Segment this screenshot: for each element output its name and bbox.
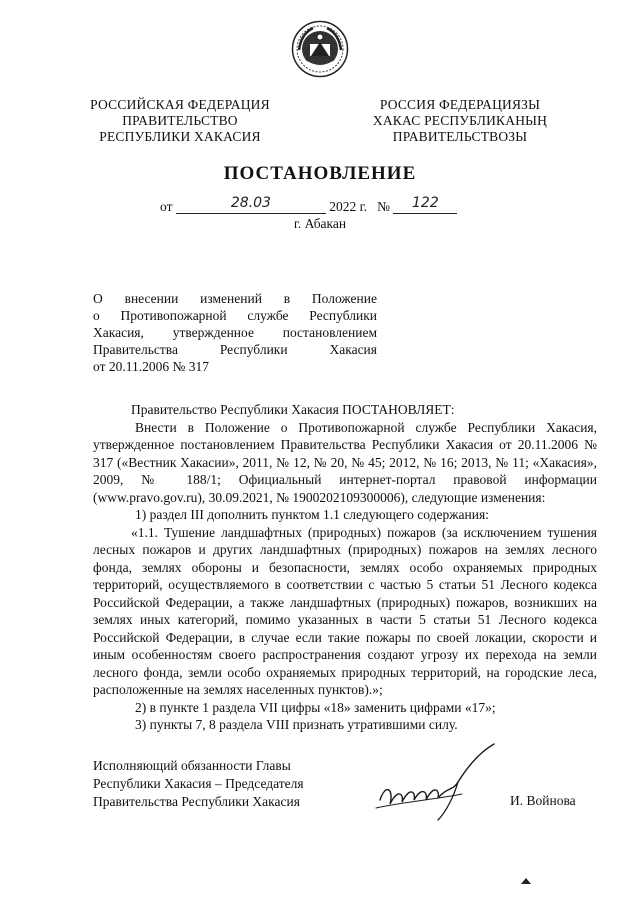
year-label: 2022 г. bbox=[329, 199, 367, 214]
signature-title-line-1: Исполняющий обязанности Главы bbox=[93, 758, 291, 773]
signature-title-line-3: Правительства Республики Хакасия bbox=[93, 794, 300, 809]
date-number-line bbox=[160, 195, 457, 215]
subject-line-2: о Противопожарной службе Республики bbox=[93, 308, 377, 323]
signatory-name: И. Войнова bbox=[510, 793, 576, 808]
body-paragraph-item-1: 1) раздел III дополнить пунктом 1.1 следующего содержания: bbox=[135, 507, 489, 522]
body-paragraph-quote: «1.1. Тушение ландшафтных (природных) пожаров (за исключением тушения лесных пожаров и других ландшафтных (природных) пожаров на землях лесного фонда, землях обороны и безопасности, землях особо охраняемых природных территорий, осуществляемого в соответствии с частью 5 статьи 51 Лесного кодекса Российской Федерации, а также ландшафтных (природных) пожаров, возникших на землях иных категорий, помимо указанных в части 5 статьи 51 Лесного кодекса Российской Федерации, в случае если такие пожары по своей локации, скорости и иным особенностям своего распространения создают угрозу их перехода на земли лесного фонда, земли особо охраняемых природных территорий, на городские леса, расположенные на землях населенных пунктов).»; bbox=[93, 524, 597, 697]
number-field bbox=[393, 195, 457, 214]
header-left-line-1: РОССИЙСКАЯ ФЕДЕРАЦИЯ bbox=[90, 97, 270, 112]
date-prefix: от bbox=[160, 199, 173, 214]
signature-title-block bbox=[93, 757, 333, 811]
handwritten-signature bbox=[372, 742, 502, 822]
header-right-line-1: РОССИЯ ФЕДЕРАЦИЯЗЫ bbox=[379, 97, 541, 112]
header-right bbox=[360, 97, 560, 145]
date-field bbox=[176, 195, 326, 214]
header-left bbox=[80, 97, 280, 145]
subject-block bbox=[93, 290, 377, 375]
signature-title-line-2: Республики Хакасия – Председателя bbox=[93, 776, 304, 791]
page-mark bbox=[521, 878, 531, 884]
body-paragraph-item-3: 3) пункты 7, 8 раздела VIII признать утратившими силу. bbox=[135, 717, 458, 732]
date-handwritten: 28.03 bbox=[230, 195, 271, 211]
body-paragraph-main: Внести в Положение о Противопожарной службе Республики Хакасия, утвержденное постановлением Правительства Республики Хакасия от 20.11.2006 № 317 («Вестник Хакасии», 2011, № 12, № 20, № 45; 2012, № 16; 2013, № 11; «Хакасия», 2009, № 188/1; Официальный интернет-портал правовой информации (www.pravo.gov.ru), 30.09.2021, № 1900202109300006), следующие изменения: bbox=[93, 419, 597, 505]
body-text bbox=[93, 401, 597, 734]
subject-line-1: О внесении изменений в Положение bbox=[93, 291, 377, 306]
header-left-line-2: ПРАВИТЕЛЬСТВО bbox=[122, 113, 238, 128]
number-handwritten: 122 bbox=[412, 195, 439, 211]
header-right-line-2: ХАКАС РЕСПУБЛИКАНЫҢ bbox=[372, 113, 548, 128]
coat-of-arms-emblem bbox=[291, 20, 349, 78]
subject-line-5: от 20.11.2006 № 317 bbox=[93, 359, 209, 374]
body-paragraph-resolves: Правительство Республики Хакасия ПОСТАНОВЛЯЕТ: bbox=[131, 402, 455, 417]
number-prefix: № bbox=[377, 199, 391, 214]
header-right-line-3: ПРАВИТЕЛЬСТВОЗЫ bbox=[392, 129, 528, 144]
header-left-line-3: РЕСПУБЛИКИ ХАКАСИЯ bbox=[99, 129, 261, 144]
body-paragraph-item-2: 2) в пункте 1 раздела VII цифры «18» заменить цифрами «17»; bbox=[135, 699, 496, 715]
subject-line-4: Правительства Республики Хакасия bbox=[93, 342, 377, 357]
document-type-title: ПОСТАНОВЛЕНИЕ bbox=[223, 163, 417, 184]
city-line: г. Абакан bbox=[293, 216, 347, 231]
subject-line-3: Хакасия, утвержденное постановлением bbox=[93, 325, 377, 340]
